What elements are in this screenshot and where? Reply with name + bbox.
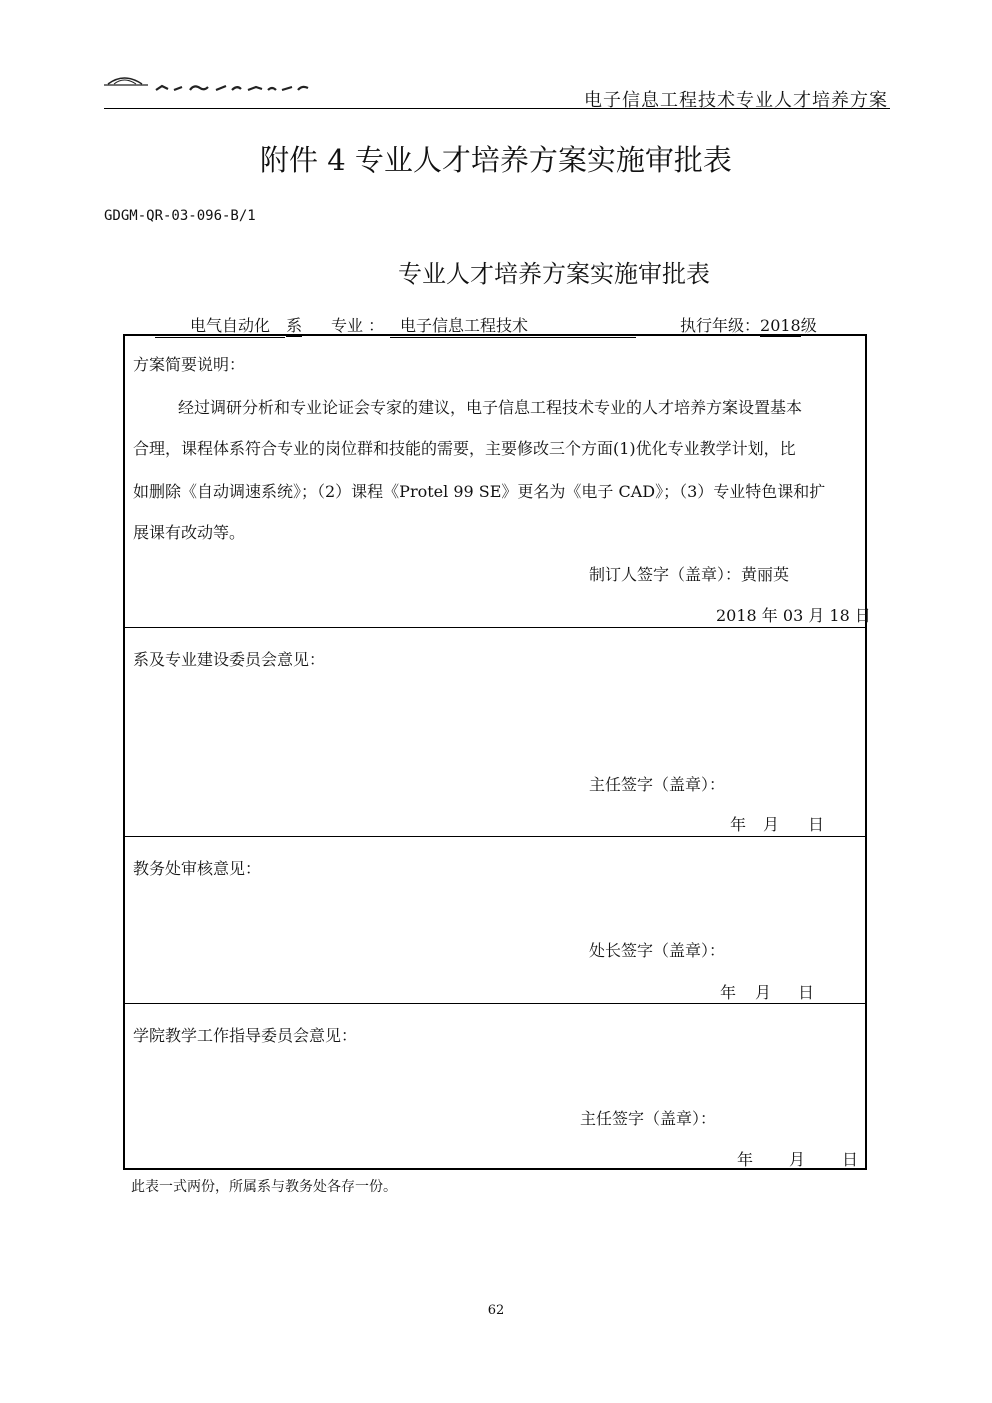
committee-date-day: 日 bbox=[808, 815, 825, 834]
grade-suffix: 级 bbox=[800, 316, 817, 335]
header-divider bbox=[104, 108, 890, 109]
academic-affairs-date-day: 日 bbox=[798, 983, 815, 1002]
major-label: 专业 ： bbox=[331, 316, 385, 335]
committee-date-year: 年 bbox=[730, 815, 747, 834]
row-divider bbox=[123, 1003, 867, 1004]
college-date-day: 日 bbox=[842, 1150, 859, 1169]
summary-body-line: 展课有改动等。 bbox=[133, 523, 246, 542]
academic-affairs-heading: 教务处审核意见： bbox=[133, 859, 262, 878]
committee-signature: 主任签字（盖章）： bbox=[589, 775, 726, 794]
academic-affairs-date-year: 年 bbox=[720, 983, 737, 1002]
summary-body-line: 如删除《自动调速系统》；（2）课程《Protel 99 SE》更名为《电子 CAD》；（3）专业特色课和扩 bbox=[133, 482, 826, 501]
page-title: 附件 4 专业人才培养方案实施审批表 bbox=[260, 143, 732, 177]
college-date-year: 年 bbox=[737, 1150, 754, 1169]
committee-heading: 系及专业建设委员会意见： bbox=[133, 650, 326, 669]
major-value: 电子信息工程技术 bbox=[390, 313, 636, 338]
row-divider bbox=[123, 627, 867, 628]
page-number: 62 bbox=[487, 1303, 505, 1318]
summary-body-line: 合理，课程体系符合专业的岗位群和技能的需要，主要修改三个方面(1)优化专业教学计划，比 bbox=[133, 439, 796, 458]
grade-label: 执行年级： bbox=[680, 316, 761, 335]
department-value: 电气自动化 bbox=[155, 313, 285, 338]
committee-date-month: 月 bbox=[763, 815, 780, 834]
summary-date: 2018 年 03 月 18 日 bbox=[716, 606, 871, 625]
document-code: GDGM-QR-03-096-B/1 bbox=[104, 208, 256, 224]
summary-body-line: 经过调研分析和专业论证会专家的建议，电子信息工程技术专业的人才培养方案设置基本 bbox=[178, 398, 803, 417]
college-date-month: 月 bbox=[789, 1150, 806, 1169]
summary-signature: 制订人签字（盖章）：黄丽英 bbox=[589, 565, 790, 584]
footnote: 此表一式两份，所属系与教务处各存一份。 bbox=[131, 1179, 397, 1195]
grade-field bbox=[680, 313, 817, 336]
summary-heading: 方案简要说明： bbox=[133, 355, 246, 374]
college-heading: 学院教学工作指导委员会意见： bbox=[133, 1026, 358, 1045]
grade-value: 2018 bbox=[760, 316, 801, 335]
college-signature: 主任签字（盖章）： bbox=[580, 1109, 717, 1128]
form-title: 专业人才培养方案实施审批表 bbox=[398, 260, 710, 288]
row-divider bbox=[123, 836, 867, 837]
academic-affairs-signature: 处长签字（盖章）： bbox=[589, 941, 726, 960]
academic-affairs-date-month: 月 bbox=[755, 983, 772, 1002]
school-logo bbox=[104, 70, 324, 92]
department-label: 系 bbox=[286, 316, 303, 335]
header-title: 电子信息工程技术专业人才培养方案 bbox=[584, 90, 888, 111]
